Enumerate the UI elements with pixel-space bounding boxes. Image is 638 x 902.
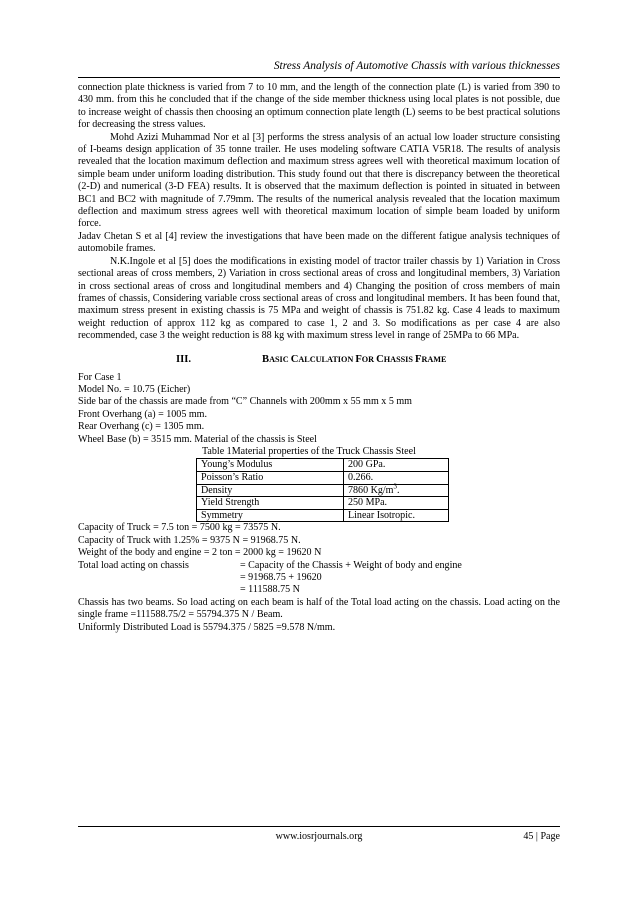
beam-load-paragraph: Chassis has two beams. So load acting on each beam is half of the Total load acting on the chassis. Load acting on the single frame =111588.75/2 = 55794.375 N / Beam. [78,596,560,621]
spec-line: Model No. = 10.75 (Eicher) [78,383,191,395]
calc-line: Capacity of Truck = 7.5 ton = 7500 kg = 73575 N. [78,522,281,534]
table-cell-property: Young’s Modulus [197,459,344,472]
udl-line: Uniformly Distributed Load is 55794.375 / 5825 =9.578 N/mm. [78,621,336,633]
spec-line: Front Overhang (a) = 1005 mm. [78,408,207,420]
table-cell-value: Linear Isotropic. [344,509,449,522]
footer-rule [78,826,560,827]
calc-line: Capacity of Truck with 1.25% = 9375 N = 91968.75 N. [78,534,301,546]
section-title: BASIC CALCULATION FOR CHASSIS FRAME [262,353,447,365]
table-cell-value: 200 GPa. [344,459,449,472]
spec-line: Rear Overhang (c) = 1305 mm. [78,421,205,433]
paragraph-4: N.K.Ingole et al [5] does the modifications in existing model of tractor trailer chassis by 1) Variation in Cross sectional areas of cross members, 2) Variation in cross sectional areas of cross and longitudinal members, 3) Variation in cross sectional areas of cross and longitudinal members and 4) Changing the position of cross members of main frames of chassis, Considering variable cross sectional areas of cross and longitudinal members. It has been found that, maximum stress present in existing chassis is 75 MPa and weight of chassis is 751.82 kg. Case 4 leads to maximum weight reduction of approx 112 kg as compared to case 1, 2 and 3. So modifications as per case 4 are also recommended, case 3 the weight reduction is 88 kg with maximum stress level in range of 25MPa to 66 MPa. [78,255,560,342]
table-row [197,497,449,510]
total-load-label: Total load acting on chassis [78,559,189,571]
spec-line: Side bar of the chassis are made from “C” Channels with 200mm x 55 mm x 5 mm [78,396,412,408]
table-row [197,509,449,522]
main-content [78,82,560,634]
total-load-step-1: = Capacity of the Chassis + Weight of body and engine [240,559,462,571]
material-properties-table [196,458,449,522]
section-heading [78,353,560,366]
total-load-step-3: = 111588.75 N [240,584,300,596]
table-cell-property: Yield Strength [197,497,344,510]
table-row [197,484,449,497]
table-cell-value: 7860 $Kg/m^3$. [344,484,449,497]
running-title: Stress Analysis of Automotive Chassis with various thicknesses [273,60,560,72]
spec-line: Wheel Base (b) = 3515 mm. Material of the chassis is Steel [78,433,317,445]
spec-line: For Case 1 [78,371,122,383]
footer-site: www.iosrjournals.org [275,831,363,842]
table-cell-value: 250 MPa. [344,497,449,510]
total-load-equation [78,560,560,572]
table-cell-value: 0.266. [344,471,449,484]
footer-page-number: 45 | Page [523,831,560,842]
table-cell-property: Density [197,484,344,497]
paragraph-3: Jadav Chetan S et al [4] review the investigations that have been made on the different fatigue analysis techniques of automobile frames. [78,230,560,255]
header-rule [78,77,560,78]
table-cell-property: Symmetry [197,509,344,522]
table-caption: Table 1Material properties of the Truck Chassis Steel [202,445,416,457]
calc-line: Weight of the body and engine = 2 ton = 2000 kg = 19620 N [78,547,322,559]
section-number: III. [176,353,192,365]
paragraph-1: connection plate thickness is varied from 7 to 10 mm, and the length of the connection plate (L) is varied from 390 to 430 mm. from this he concluded that if the change of the side member thickness using local plates is not possible, due to increase weight of chassis then choosing an optimum connection plate length (L) seems to be best practical solutions for decreasing the stress values. [78,82,560,131]
table-cell-property: Poisson’s Ratio [197,471,344,484]
paragraph-2: Mohd Azizi Muhammad Nor et al [3] performs the stress analysis of an actual low loader structure consisting of I-beams design application of 35 tonne trailer. He uses modeling software CATIA V5R18. The results of analysis revealed that the location maximum deflection and maximum stress agrees well with theoretical maximum location of simple beam under uniform loading distribution. This study found out that there is discrepancy between the theoretical (2-D) and numerical (3-D FEA) results. It is observed that the maximum deflection is pointed in situated in between BC1 and BC2 with magnitude of 7.79mm. The results of the numerical analysis revealed that the location maximum deflection and maximum stress agrees well with theoretical maximum location of simple beam loaded by uniform force. [78,131,560,230]
total-load-step-2: = 91968.75 + 19620 [240,571,322,583]
table-row [197,459,449,472]
table-row [197,471,449,484]
